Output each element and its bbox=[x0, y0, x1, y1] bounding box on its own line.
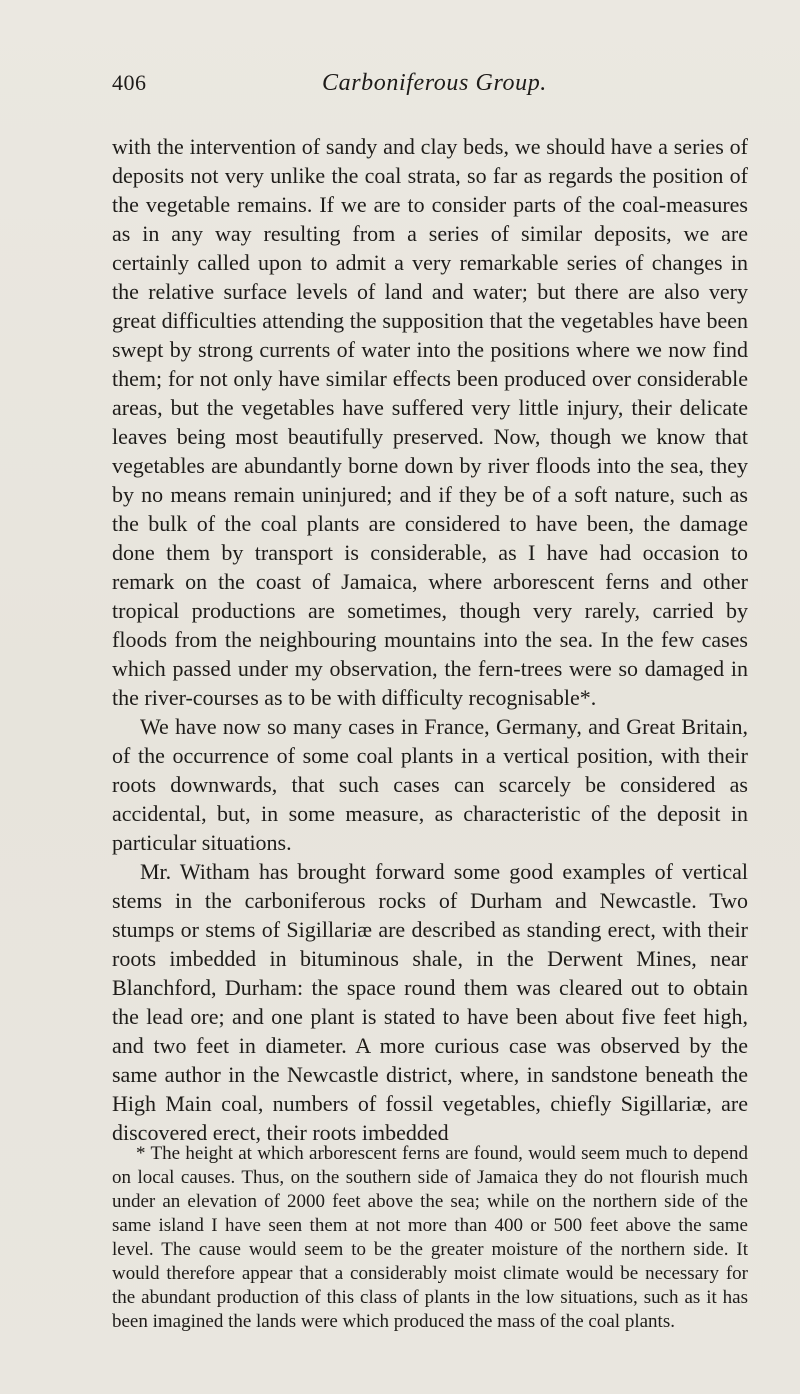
paragraph-2: We have now so many cases in France, Germany, and Great Britain, of the occurrence of some coal plants in a vertical position, with their roots downwards, that such cases can scarcely be considered as accidental, but, in some measure, as characteristic of the deposit in particular situations. bbox=[112, 714, 748, 855]
paragraph-3: Mr. Witham has brought forward some good examples of vertical stems in the carboniferous rocks of Durham and Newcastle. Two stumps or stems of Sigillariæ are described as standing erect, with their roots imbedded in bituminous shale, in the Derwent Mines, near Blanchford, Durham: the space round them was cleared out to obtain the lead ore; and one plant is stated to have been about five feet high, and two feet in diameter. A more curious case was observed by the same author in the Newcastle district, where, in sandstone beneath the High Main coal, numbers of fossil vegetables, chiefly Sigillariæ, are discovered erect, their roots imbedded bbox=[112, 859, 748, 1145]
running-head: Carboniferous Group. bbox=[322, 70, 547, 96]
paragraph-1: with the intervention of sandy and clay beds, we should have a series of deposits not very unlike the coal strata, so far as regards the position of the vegetable remains. If we are to consider parts of the coal-measures as in any way resulting from a series of similar deposits, we are certainly called upon to admit a very remarkable series of changes in the relative surface levels of land and water; but there are also very great difficulties attending the supposition that the vegetables have been swept by strong currents of water into the positions where we now find them; for not only have similar effects been produced over considerable areas, but the vegetables have suffered very little injury, their delicate leaves being most beautifully preserved. Now, though we know that vegetables are abundantly borne down by river floods into the sea, they by no means remain uninjured; and if they be of a soft nature, such as the bulk of the coal plants are considered to have been, the damage done them by transport is considerable, as I have had occasion to remark on the coast of Jamaica, where arborescent ferns and other tropical productions are sometimes, though very rarely, carried by floods from the neighbouring mountains into the sea. In the few cases which passed under my observation, the fern-trees were so damaged in the river-courses as to be with difficulty recognisable*. bbox=[112, 134, 748, 710]
main-text bbox=[112, 132, 748, 1147]
page-number: 406 bbox=[112, 70, 147, 95]
page-header bbox=[112, 70, 744, 104]
footnote bbox=[112, 1142, 748, 1334]
footnote-text: * The height at which arborescent ferns are found, would seem much to depend on local causes. Thus, on the southern side of Jamaica they do not flourish much under an elevation of 2000 feet above the sea; while on the northern side of the same island I have seen them at not more than 400 or 500 feet above the same level. The cause would seem to be the greater moisture of the northern side. It would therefore appear that a considerably moist climate would be necessary for the abundant production of this class of plants in the low situations, such as it has been imagined the lands were which produced the mass of the coal plants. bbox=[112, 1143, 748, 1332]
